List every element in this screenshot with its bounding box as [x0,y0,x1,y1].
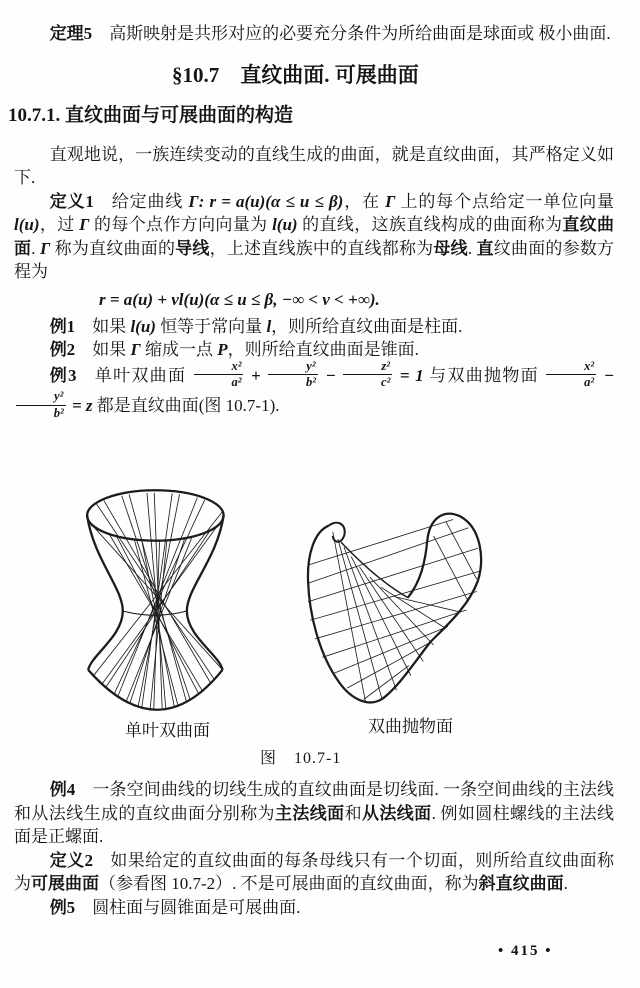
figure-label-hyperboloid: 单叶双曲面 [125,721,210,740]
paragraph-example4: 例4 一条空间曲线的切线生成的直纹曲面是切线面. 一条空间曲线的主法线和从法线生成的直纹曲面分别称为主法线面和从法线面. 例如圆柱螺线的主法线面是正螺面. [14,780,615,846]
fraction: $\frac{\text{y²}}{\text{b²}}$ [268,360,318,391]
fraction: $\frac{\text{y²}}{\text{b²}}$ [16,390,66,421]
bottom-text-block [14,778,614,919]
subsection-heading: 10.7.1. 直纹曲面与可展曲面的构造 [8,104,294,126]
hyperboloid-of-one-sheet-figure [85,487,232,713]
paragraph-definition2: 定义2 如果给定的直纹曲面的每条母线只有一个切面，则所给直纹曲面称为可展曲面（参看图 10.7-2）. 不是可展曲面的直纹曲面，称为斜直纹曲面. [14,850,615,893]
section-heading: §10.7 直纹曲面. 可展曲面 [172,62,419,87]
parametric-equation: r = a(u) + vl(u)(α ≤ u ≤ β, −∞ < v < +∞). [99,289,380,309]
figure-10-7-1 [0,483,640,778]
figure-label-paraboloid: 双曲抛物面 [368,717,453,736]
paragraph-example2: 例2 如果 Γ 缩成一点 P，则所给直纹曲面是锥面. [49,340,419,359]
paragraph-example1: 例1 如果 l(u) 恒等于常向量 l，则所给直纹曲面是柱面. [49,316,463,336]
paragraph-example3: 例3 单叶双曲面 $\frac{\text{x²}}{\text{a²}}$ + $\frac{\text{y²}}{\text{b²}}$ − $\frac{\text{z²}}{\text{c²}}$ = 1 与双曲抛物面 $\frac{\text{x²}}{\text{a²}}$ − $\frac{\text{y²}}{\text{b²}}$ = z 都是直纹曲面(图 10.7-1). [14,362,614,423]
paragraph-theorem5: 定理5 高斯映射是共形对应的必要充分条件为所给曲面是球面或 极小曲面. [49,24,611,43]
paragraph-example5: 例5 圆柱面与圆锥面是可展曲面. [49,897,301,917]
page-number: • 415 • [498,943,553,959]
paragraph-intro: 直观地说，一族连续变动的直线生成的曲面，就是直纹曲面，其严格定义如下. [14,144,614,187]
paragraph-definition1: 定义1 给定曲线 Γ: r = a(u)(α ≤ u ≤ β)，在 Γ 上的每个点给定一单位向量 l(u)，过 Γ 的每个点作方向向量为 l(u) 的直线，这族直线构成的曲面称为直纹曲面. Γ 称为直纹曲面的导线，上述直线族中的直线都称为母线. 直纹曲面的参数方程为 [14,191,615,281]
fraction: $\frac{\text{x²}}{\text{a²}}$ [194,360,244,391]
figure-caption: 图 10.7-1 [260,750,342,767]
fraction: $\frac{\text{x²}}{\text{a²}}$ [546,360,596,391]
main-text-block [8,22,615,423]
hyperbolic-paraboloid-figure [306,511,486,709]
fraction: $\frac{\text{z²}}{\text{c²}}$ [343,360,392,391]
